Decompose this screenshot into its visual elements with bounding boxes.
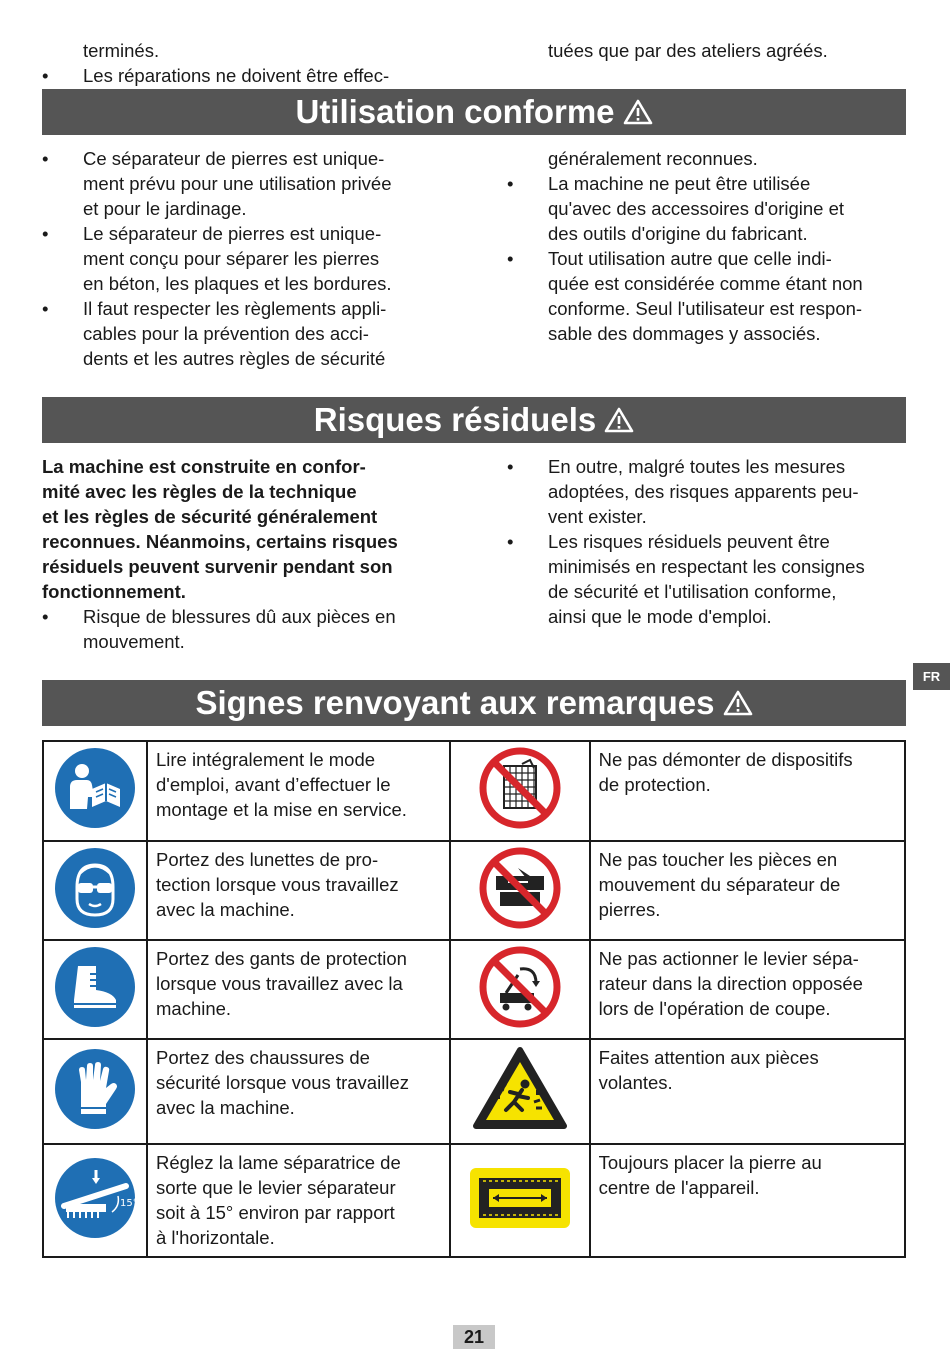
sign-cell bbox=[43, 1039, 147, 1144]
bullet-item: • Le séparateur de pierres est unique- ment conçu pour séparer les pierres en béton, les plaques et les bordures. bbox=[42, 223, 392, 294]
warning-triangle-icon bbox=[723, 682, 753, 728]
risques-right-column bbox=[507, 454, 917, 629]
no-touch-moving-parts-icon bbox=[478, 846, 562, 930]
safety-boot-icon bbox=[54, 946, 136, 1028]
bullet-item: • Ce séparateur de pierres est unique- ment prévu pour une utilisation privée et pour le jardinage. bbox=[42, 148, 392, 219]
section-header-signes bbox=[42, 680, 906, 726]
angle-label: 15° bbox=[120, 1197, 138, 1209]
risques-left-column bbox=[42, 454, 477, 654]
bullet-item: • Tout utilisation autre que celle indi- quée est considérée comme étant non conforme. Seul l'utilisateur est respon- sable des dommages y associés. bbox=[507, 248, 863, 344]
section-title: Utilisation conforme bbox=[295, 93, 615, 130]
bullet-item: • En outre, malgré toutes les mesures adoptées, des risques apparents peu- vent exister. bbox=[507, 456, 859, 527]
top-left-column bbox=[42, 38, 462, 88]
bullet-item: • La machine ne peut être utilisée qu'avec des accessoires d'origine et des outils d'origine du fabricant. bbox=[507, 173, 845, 244]
page-number: 21 bbox=[453, 1325, 495, 1349]
sign-description: Portez des gants de protection lorsque vous travaillez avec la machine. bbox=[147, 940, 450, 1039]
warning-triangle-icon bbox=[604, 399, 634, 445]
safety-goggles-icon bbox=[54, 847, 136, 929]
bullet-item: • Risque de blessures dû aux pièces en mouvement. bbox=[42, 606, 396, 652]
signs-table bbox=[42, 740, 906, 1258]
sign-cell bbox=[43, 1144, 147, 1257]
sign-description: Ne pas actionner le levier sépa- rateur dans la direction opposée lors de l'opération de coupe. bbox=[590, 940, 905, 1039]
table-row bbox=[43, 1039, 905, 1144]
bullet-item: • Il faut respecter les règlements appli- cables pour la prévention des acci- dents et les autres règles de sécurité bbox=[42, 298, 387, 369]
bullet-item: • Les réparations ne doivent être effec- bbox=[42, 65, 390, 86]
risques-intro: La machine est construite en confor- mité avec les règles de la technique et les règles de sécurité généralement reconnues. Néanmoins, certains risques résiduels peuvent survenir pendant son fonctionnement. bbox=[42, 456, 398, 602]
no-reverse-lever-icon bbox=[478, 945, 562, 1029]
section-title: Risques résiduels bbox=[313, 401, 597, 438]
protective-gloves-icon bbox=[54, 1048, 136, 1130]
utilisation-left-column bbox=[42, 146, 472, 371]
center-stone-icon bbox=[469, 1167, 571, 1229]
bullet-item: • Les risques résiduels peuvent être minimisés en respectant les consignes de sécurité et l'utilisation conforme, ainsi que le mode d'emploi. bbox=[507, 531, 865, 627]
sign-cell bbox=[43, 940, 147, 1039]
table-row bbox=[43, 841, 905, 940]
continuation-text: tuées que par des ateliers agréés. bbox=[548, 40, 828, 61]
sign-description: Faites attention aux pièces volantes. bbox=[590, 1039, 905, 1144]
language-tab: FR bbox=[913, 663, 950, 690]
sign-cell bbox=[43, 741, 147, 841]
table-row bbox=[43, 1144, 905, 1257]
sign-description: Réglez la lame séparatrice de sorte que le levier séparateur soit à 15° environ par rapport à l'horizontale. bbox=[147, 1144, 450, 1257]
sign-description: Lire intégralement le mode d'emploi, avant d’effectuer le montage et la mise en service. bbox=[147, 741, 450, 841]
sign-description: Portez des chaussures de sécurité lorsque vous travaillez avec la machine. bbox=[147, 1039, 450, 1144]
top-right-column bbox=[507, 38, 917, 63]
no-remove-guards-icon bbox=[478, 746, 562, 830]
continuation-text: généralement reconnues. bbox=[548, 148, 758, 169]
sign-cell bbox=[450, 940, 590, 1039]
lever-angle-15-icon bbox=[50, 1156, 140, 1240]
sign-description: Ne pas toucher les pièces en mouvement du séparateur de pierres. bbox=[590, 841, 905, 940]
section-title: Signes renvoyant aux remarques bbox=[195, 684, 715, 721]
utilisation-right-column bbox=[507, 146, 917, 346]
table-row bbox=[43, 940, 905, 1039]
sign-cell bbox=[450, 1039, 590, 1144]
warning-triangle-icon bbox=[623, 91, 653, 137]
sign-description: Portez des lunettes de pro- tection lorsque vous travaillez avec la machine. bbox=[147, 841, 450, 940]
continuation-text: terminés. bbox=[83, 40, 160, 61]
sign-cell bbox=[450, 1144, 590, 1257]
sign-description: Ne pas démonter de dispositifs de protection. bbox=[590, 741, 905, 841]
read-manual-icon bbox=[54, 747, 136, 829]
sign-description: Toujours placer la pierre au centre de l'appareil. bbox=[590, 1144, 905, 1257]
sign-cell bbox=[450, 741, 590, 841]
section-header-risques bbox=[42, 397, 906, 443]
sign-cell bbox=[43, 841, 147, 940]
section-header-utilisation bbox=[42, 89, 906, 135]
flying-parts-warning-icon bbox=[470, 1044, 570, 1134]
sign-cell bbox=[450, 841, 590, 940]
table-row bbox=[43, 741, 905, 841]
